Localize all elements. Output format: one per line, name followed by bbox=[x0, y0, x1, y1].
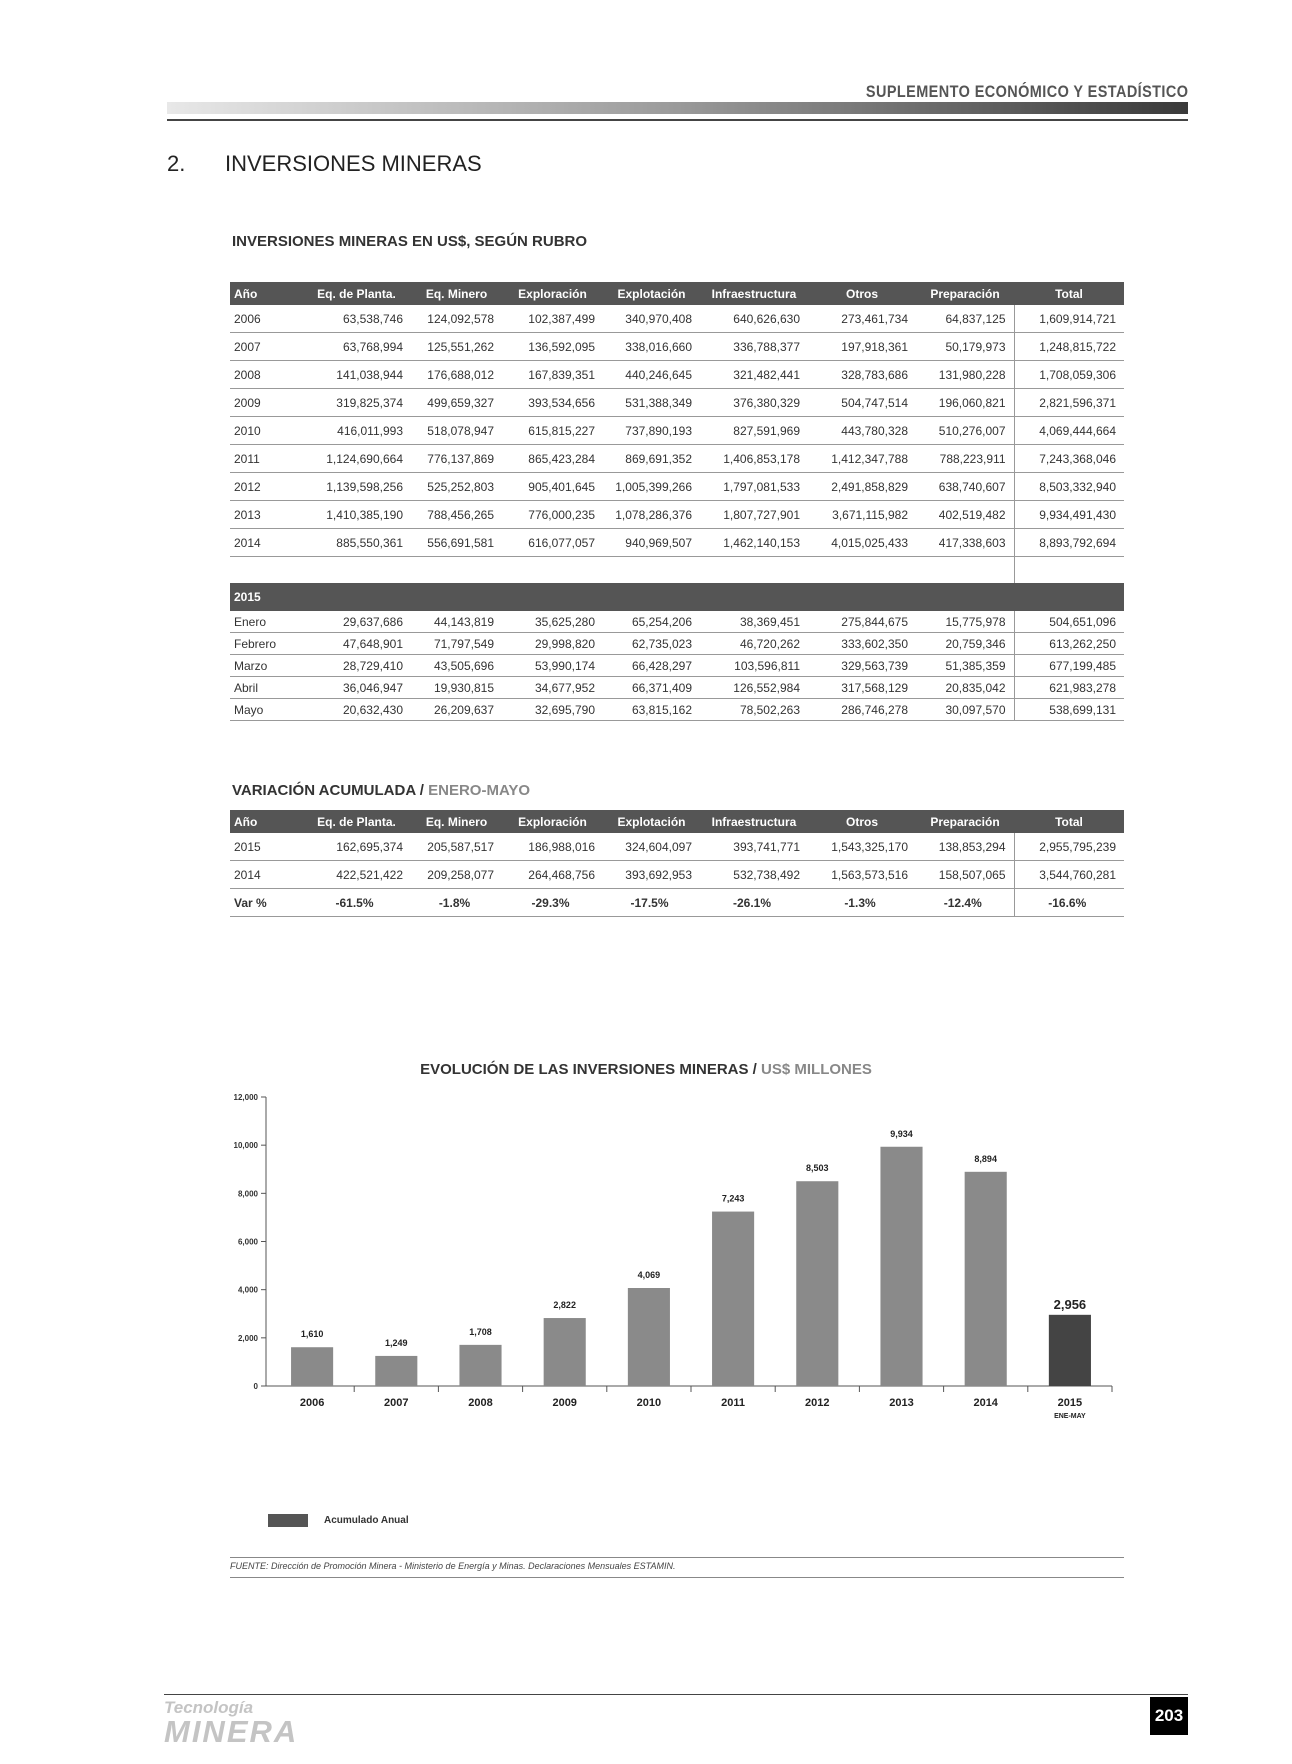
chart-title bbox=[0, 1061, 1292, 1078]
year-band-label: 2015 bbox=[230, 583, 1124, 611]
y-tick-label: 4,000 bbox=[237, 1285, 258, 1295]
column-header: Preparación bbox=[916, 810, 1014, 833]
data-label: 2,956 bbox=[1053, 1296, 1087, 1312]
investment-evolution-bar-chart bbox=[220, 1085, 1140, 1430]
table-cell: 209,258,077 bbox=[411, 861, 502, 889]
table-cell: Enero bbox=[230, 611, 302, 633]
table-cell: 1,124,690,664 bbox=[302, 445, 411, 473]
table-row bbox=[230, 305, 1124, 333]
table-row bbox=[230, 833, 1124, 861]
table-cell: 20,759,346 bbox=[916, 633, 1014, 655]
bar bbox=[544, 1318, 586, 1386]
table-cell: 286,746,278 bbox=[808, 699, 916, 721]
table-cell: 340,970,408 bbox=[603, 305, 700, 333]
table-cell: 4,015,025,433 bbox=[808, 529, 916, 557]
data-label: 1,610 bbox=[300, 1329, 324, 1340]
column-header: Exploración bbox=[502, 810, 603, 833]
table-cell: 71,797,549 bbox=[411, 633, 502, 655]
y-tick-label: 6,000 bbox=[237, 1237, 258, 1247]
column-header: Eq. Minero bbox=[411, 810, 502, 833]
table-cell: 518,078,947 bbox=[411, 417, 502, 445]
table-cell: 538,699,131 bbox=[1014, 699, 1124, 721]
table-cell: 865,423,284 bbox=[502, 445, 603, 473]
column-header: Eq. Minero bbox=[411, 282, 502, 305]
table-cell: 53,990,174 bbox=[502, 655, 603, 677]
table-cell: 2,955,795,239 bbox=[1014, 833, 1124, 861]
section-title: INVERSIONES MINERAS bbox=[225, 151, 482, 176]
table-cell: 43,505,696 bbox=[411, 655, 502, 677]
table-cell: 393,741,771 bbox=[700, 833, 808, 861]
bar bbox=[796, 1181, 838, 1386]
data-label: 7,243 bbox=[721, 1193, 745, 1204]
table-cell: 827,591,969 bbox=[700, 417, 808, 445]
table-cell: 1,563,573,516 bbox=[808, 861, 916, 889]
data-label: 1,708 bbox=[469, 1326, 492, 1337]
table-cell: 616,077,057 bbox=[502, 529, 603, 557]
table-cell: 504,651,096 bbox=[1014, 611, 1124, 633]
table-cell: 35,625,280 bbox=[502, 611, 603, 633]
table-cell: 321,482,441 bbox=[700, 361, 808, 389]
table-cell: 1,708,059,306 bbox=[1014, 361, 1124, 389]
data-label: 8,503 bbox=[806, 1163, 829, 1174]
table-cell: 336,788,377 bbox=[700, 333, 808, 361]
year-band-row bbox=[230, 583, 1124, 611]
table-cell: 885,550,361 bbox=[302, 529, 411, 557]
table-cell: 125,551,262 bbox=[411, 333, 502, 361]
table-cell: 338,016,660 bbox=[603, 333, 700, 361]
table-cell: 1,248,815,722 bbox=[1014, 333, 1124, 361]
table-cell: 1,078,286,376 bbox=[603, 501, 700, 529]
spacer-cell bbox=[808, 557, 916, 584]
table-cell: 29,998,820 bbox=[502, 633, 603, 655]
table-cell: 677,199,485 bbox=[1014, 655, 1124, 677]
month-row bbox=[230, 633, 1124, 655]
y-tick-label: 10,000 bbox=[233, 1141, 258, 1151]
table-cell: 63,815,162 bbox=[603, 699, 700, 721]
table-cell: 131,980,228 bbox=[916, 361, 1014, 389]
bar bbox=[459, 1345, 501, 1386]
table-cell: 2011 bbox=[230, 445, 302, 473]
table-cell: 776,000,235 bbox=[502, 501, 603, 529]
table-cell: 1,005,399,266 bbox=[603, 473, 700, 501]
table-cell: 275,844,675 bbox=[808, 611, 916, 633]
table-cell: 66,428,297 bbox=[603, 655, 700, 677]
table-cell: 176,688,012 bbox=[411, 361, 502, 389]
column-header: Otros bbox=[808, 282, 916, 305]
section-number: 2. bbox=[167, 151, 186, 176]
table-cell: 4,069,444,664 bbox=[1014, 417, 1124, 445]
table-cell: 2,821,596,371 bbox=[1014, 389, 1124, 417]
table-cell: 2012 bbox=[230, 473, 302, 501]
publication-logo bbox=[164, 1699, 298, 1747]
table-row bbox=[230, 529, 1124, 557]
table-cell: 417,338,603 bbox=[916, 529, 1014, 557]
column-header: Eq. de Planta. bbox=[302, 282, 411, 305]
table-cell: 8,893,792,694 bbox=[1014, 529, 1124, 557]
table-cell: 47,648,901 bbox=[302, 633, 411, 655]
table-cell: 324,604,097 bbox=[603, 833, 700, 861]
table-cell: 30,097,570 bbox=[916, 699, 1014, 721]
table-cell: 905,401,645 bbox=[502, 473, 603, 501]
table-spacer-row bbox=[230, 557, 1124, 584]
table-cell: 2009 bbox=[230, 389, 302, 417]
table-cell: 103,596,811 bbox=[700, 655, 808, 677]
table-cell: 162,695,374 bbox=[302, 833, 411, 861]
variation-cell: -12.4% bbox=[916, 889, 1014, 917]
table-cell: 141,038,944 bbox=[302, 361, 411, 389]
table-cell: 621,983,278 bbox=[1014, 677, 1124, 699]
table-cell: 393,534,656 bbox=[502, 389, 603, 417]
chart-title-unit: US$ MILLONES bbox=[761, 1061, 872, 1078]
column-header: Explotación bbox=[603, 282, 700, 305]
table1-title: INVERSIONES MINERAS EN US$, SEGÚN RUBRO bbox=[232, 233, 588, 250]
table-cell: 613,262,250 bbox=[1014, 633, 1124, 655]
table-cell: 197,918,361 bbox=[808, 333, 916, 361]
table-cell: 1,412,347,788 bbox=[808, 445, 916, 473]
cumulative-variation-table bbox=[230, 810, 1124, 917]
table-cell: 65,254,206 bbox=[603, 611, 700, 633]
running-header: SUPLEMENTO ECONÓMICO Y ESTADÍSTICO bbox=[865, 82, 1188, 101]
table-row bbox=[230, 445, 1124, 473]
y-tick-label: 0 bbox=[253, 1382, 258, 1391]
table-cell: 532,738,492 bbox=[700, 861, 808, 889]
table-cell: 531,388,349 bbox=[603, 389, 700, 417]
data-label: 9,934 bbox=[890, 1128, 913, 1139]
table-cell: 20,632,430 bbox=[302, 699, 411, 721]
table-cell: Marzo bbox=[230, 655, 302, 677]
y-tick-label: 12,000 bbox=[233, 1093, 258, 1102]
table-cell: 319,825,374 bbox=[302, 389, 411, 417]
table-cell: 2008 bbox=[230, 361, 302, 389]
table-cell: 1,406,853,178 bbox=[700, 445, 808, 473]
spacer-cell bbox=[230, 557, 302, 584]
table-cell: 2015 bbox=[230, 833, 302, 861]
table-cell: 196,060,821 bbox=[916, 389, 1014, 417]
table-cell: 1,807,727,901 bbox=[700, 501, 808, 529]
table-cell: 788,456,265 bbox=[411, 501, 502, 529]
variation-cell: -16.6% bbox=[1014, 889, 1124, 917]
bar bbox=[375, 1356, 417, 1386]
table-row bbox=[230, 361, 1124, 389]
variation-cell: -1.3% bbox=[808, 889, 916, 917]
investments-by-category-table bbox=[230, 282, 1124, 721]
table-cell: 329,563,739 bbox=[808, 655, 916, 677]
table1-header-row bbox=[230, 282, 1124, 305]
chart-title-main: EVOLUCIÓN DE LAS INVERSIONES MINERAS / bbox=[420, 1061, 757, 1078]
x-tick-sublabel: ENE-MAY bbox=[1054, 1413, 1086, 1420]
table-cell: 640,626,630 bbox=[700, 305, 808, 333]
spacer-cell bbox=[502, 557, 603, 584]
table-row bbox=[230, 389, 1124, 417]
table-cell: 158,507,065 bbox=[916, 861, 1014, 889]
x-tick-label: 2014 bbox=[973, 1397, 998, 1409]
table-cell: 1,410,385,190 bbox=[302, 501, 411, 529]
source-note: FUENTE: Dirección de Promoción Minera - Ministerio de Energía y Minas. Declaraciones Mensuales ESTAMIN. bbox=[230, 1561, 676, 1571]
table-cell: 63,768,994 bbox=[302, 333, 411, 361]
x-tick-label: 2007 bbox=[384, 1397, 409, 1409]
y-tick-label: 2,000 bbox=[237, 1333, 258, 1343]
table-cell: 443,780,328 bbox=[808, 417, 916, 445]
table-cell: 78,502,263 bbox=[700, 699, 808, 721]
header-gradient-bar bbox=[167, 102, 1188, 114]
table-cell: 416,011,993 bbox=[302, 417, 411, 445]
x-tick-label: 2008 bbox=[468, 1397, 493, 1409]
table-cell: 273,461,734 bbox=[808, 305, 916, 333]
table-cell: 1,609,914,721 bbox=[1014, 305, 1124, 333]
table-cell: 2014 bbox=[230, 529, 302, 557]
table-cell: 402,519,482 bbox=[916, 501, 1014, 529]
variation-cell: -29.3% bbox=[502, 889, 603, 917]
data-label: 4,069 bbox=[637, 1270, 661, 1281]
table-cell: 9,934,491,430 bbox=[1014, 501, 1124, 529]
table-cell: 3,544,760,281 bbox=[1014, 861, 1124, 889]
table-cell: 51,385,359 bbox=[916, 655, 1014, 677]
table-cell: 38,369,451 bbox=[700, 611, 808, 633]
column-header: Año bbox=[230, 810, 302, 833]
x-tick-label: 2009 bbox=[552, 1397, 577, 1409]
y-tick-label: 8,000 bbox=[237, 1189, 258, 1199]
table2-title-main: VARIACIÓN ACUMULADA / bbox=[232, 782, 424, 799]
table-cell: 2014 bbox=[230, 861, 302, 889]
table-cell: 7,243,368,046 bbox=[1014, 445, 1124, 473]
chart-legend bbox=[268, 1514, 409, 1527]
table-cell: 2006 bbox=[230, 305, 302, 333]
table-cell: 422,521,422 bbox=[302, 861, 411, 889]
variation-cell: -61.5% bbox=[302, 889, 411, 917]
variation-row bbox=[230, 889, 1124, 917]
footer-rule bbox=[164, 1694, 1188, 1695]
column-header: Exploración bbox=[502, 282, 603, 305]
table-row bbox=[230, 417, 1124, 445]
legend-label: Acumulado Anual bbox=[324, 1515, 409, 1526]
table-cell: 940,969,507 bbox=[603, 529, 700, 557]
table-row bbox=[230, 333, 1124, 361]
table-cell: 1,797,081,533 bbox=[700, 473, 808, 501]
column-header: Explotación bbox=[603, 810, 700, 833]
table-cell: 737,890,193 bbox=[603, 417, 700, 445]
table-cell: 15,775,978 bbox=[916, 611, 1014, 633]
table-cell: 1,543,325,170 bbox=[808, 833, 916, 861]
table-cell: 124,092,578 bbox=[411, 305, 502, 333]
logo-line2: MINERA bbox=[164, 1714, 299, 1749]
table-cell: 186,988,016 bbox=[502, 833, 603, 861]
bar bbox=[965, 1172, 1007, 1386]
table-cell: 205,587,517 bbox=[411, 833, 502, 861]
data-label: 8,894 bbox=[974, 1153, 997, 1164]
header-rule bbox=[167, 119, 1188, 121]
x-tick-label: 2013 bbox=[889, 1397, 914, 1409]
table-cell: 138,853,294 bbox=[916, 833, 1014, 861]
table-cell: 50,179,973 bbox=[916, 333, 1014, 361]
x-tick-label: 2006 bbox=[299, 1397, 325, 1409]
variation-cell: Var % bbox=[230, 889, 302, 917]
spacer-cell bbox=[1014, 557, 1124, 584]
column-header: Otros bbox=[808, 810, 916, 833]
table-cell: 440,246,645 bbox=[603, 361, 700, 389]
table-cell: 26,209,637 bbox=[411, 699, 502, 721]
spacer-cell bbox=[916, 557, 1014, 584]
table-cell: Abril bbox=[230, 677, 302, 699]
table-cell: 1,139,598,256 bbox=[302, 473, 411, 501]
table-cell: Mayo bbox=[230, 699, 302, 721]
bar bbox=[628, 1288, 670, 1386]
table-cell: 615,815,227 bbox=[502, 417, 603, 445]
table2-title bbox=[232, 782, 530, 799]
table-cell: 525,252,803 bbox=[411, 473, 502, 501]
bar bbox=[1049, 1315, 1091, 1386]
column-header: Año bbox=[230, 282, 302, 305]
variation-cell: -17.5% bbox=[603, 889, 700, 917]
data-label: 1,249 bbox=[385, 1337, 408, 1348]
x-tick-label: 2010 bbox=[636, 1397, 662, 1409]
spacer-cell bbox=[603, 557, 700, 584]
table-row bbox=[230, 861, 1124, 889]
table-cell: 393,692,953 bbox=[603, 861, 700, 889]
table-cell: 20,835,042 bbox=[916, 677, 1014, 699]
spacer-cell bbox=[411, 557, 502, 584]
table-cell: 776,137,869 bbox=[411, 445, 502, 473]
table-cell: 62,735,023 bbox=[603, 633, 700, 655]
column-header: Total bbox=[1014, 810, 1124, 833]
spacer-cell bbox=[302, 557, 411, 584]
section-heading bbox=[167, 151, 482, 177]
table-cell: 264,468,756 bbox=[502, 861, 603, 889]
table-cell: 869,691,352 bbox=[603, 445, 700, 473]
month-row bbox=[230, 655, 1124, 677]
column-header: Preparación bbox=[916, 282, 1014, 305]
column-header: Infraestructura bbox=[700, 282, 808, 305]
table-cell: 29,637,686 bbox=[302, 611, 411, 633]
x-tick-label: 2015 bbox=[1057, 1397, 1083, 1409]
table-cell: 44,143,819 bbox=[411, 611, 502, 633]
table-row bbox=[230, 473, 1124, 501]
table-cell: 638,740,607 bbox=[916, 473, 1014, 501]
table-cell: 328,783,686 bbox=[808, 361, 916, 389]
variation-cell: -26.1% bbox=[700, 889, 808, 917]
month-row bbox=[230, 699, 1124, 721]
x-tick-label: 2012 bbox=[805, 1397, 830, 1409]
table-cell: 8,503,332,940 bbox=[1014, 473, 1124, 501]
variation-cell: -1.8% bbox=[411, 889, 502, 917]
table-cell: 63,538,746 bbox=[302, 305, 411, 333]
table-cell: 556,691,581 bbox=[411, 529, 502, 557]
table-cell: 102,387,499 bbox=[502, 305, 603, 333]
table-cell: 19,930,815 bbox=[411, 677, 502, 699]
table2-header-row bbox=[230, 810, 1124, 833]
table-cell: 126,552,984 bbox=[700, 677, 808, 699]
data-label: 2,822 bbox=[553, 1300, 576, 1311]
table-cell: 376,380,329 bbox=[700, 389, 808, 417]
table-cell: 167,839,351 bbox=[502, 361, 603, 389]
column-header: Total bbox=[1014, 282, 1124, 305]
table-cell: 66,371,409 bbox=[603, 677, 700, 699]
month-row bbox=[230, 611, 1124, 633]
table-cell: 136,592,095 bbox=[502, 333, 603, 361]
table-cell: 333,602,350 bbox=[808, 633, 916, 655]
page-number: 203 bbox=[1150, 1697, 1188, 1735]
table-cell: 317,568,129 bbox=[808, 677, 916, 699]
bar bbox=[712, 1212, 754, 1386]
table2-title-period: ENERO-MAYO bbox=[428, 782, 531, 799]
table-cell: 788,223,911 bbox=[916, 445, 1014, 473]
table-cell: Febrero bbox=[230, 633, 302, 655]
source-rule-bottom bbox=[230, 1577, 1124, 1578]
table-cell: 28,729,410 bbox=[302, 655, 411, 677]
table-cell: 34,677,952 bbox=[502, 677, 603, 699]
spacer-cell bbox=[700, 557, 808, 584]
table-cell: 36,046,947 bbox=[302, 677, 411, 699]
bar bbox=[291, 1347, 333, 1386]
table-cell: 504,747,514 bbox=[808, 389, 916, 417]
source-rule-top bbox=[230, 1557, 1124, 1558]
table-cell: 3,671,115,982 bbox=[808, 501, 916, 529]
table-row bbox=[230, 501, 1124, 529]
table-cell: 2,491,858,829 bbox=[808, 473, 916, 501]
legend-swatch bbox=[268, 1514, 308, 1527]
bar bbox=[880, 1147, 922, 1386]
table-cell: 2013 bbox=[230, 501, 302, 529]
table-cell: 2010 bbox=[230, 417, 302, 445]
column-header: Infraestructura bbox=[700, 810, 808, 833]
table-cell: 64,837,125 bbox=[916, 305, 1014, 333]
logo-line1: Tecnología bbox=[164, 1698, 254, 1717]
x-tick-label: 2011 bbox=[721, 1397, 746, 1409]
table-cell: 46,720,262 bbox=[700, 633, 808, 655]
table-cell: 1,462,140,153 bbox=[700, 529, 808, 557]
table-cell: 2007 bbox=[230, 333, 302, 361]
table-cell: 510,276,007 bbox=[916, 417, 1014, 445]
table-cell: 32,695,790 bbox=[502, 699, 603, 721]
table-cell: 499,659,327 bbox=[411, 389, 502, 417]
column-header: Eq. de Planta. bbox=[302, 810, 411, 833]
month-row bbox=[230, 677, 1124, 699]
